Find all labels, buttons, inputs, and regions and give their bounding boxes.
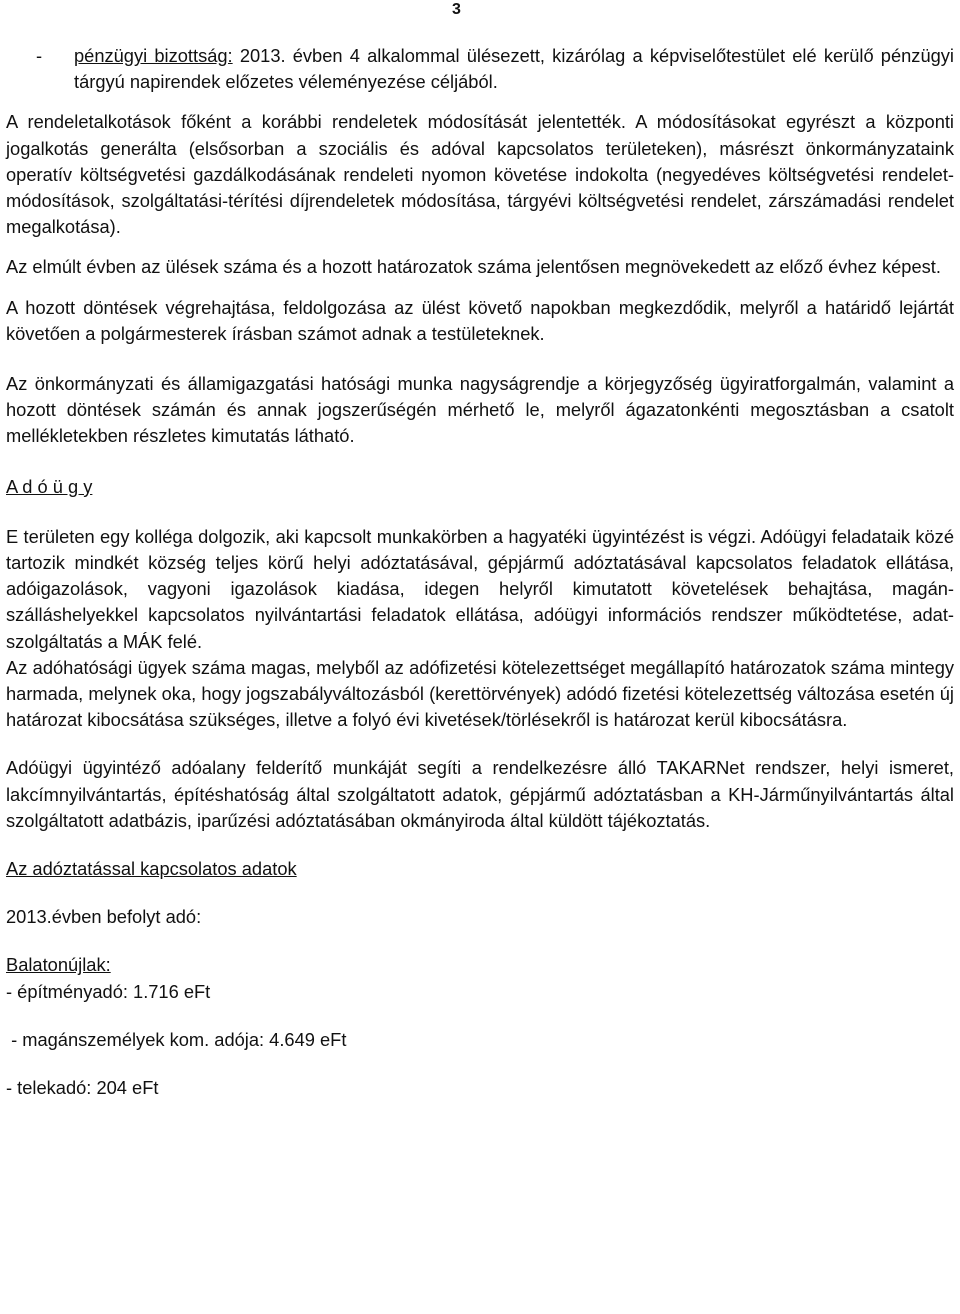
- tax-year-line: 2013.évben befolyt adó:: [6, 906, 202, 928]
- paragraph-ugyintezo-munka: Adóügyi ügyintéző adóalany felderítő munkáját segíti a rendelkezésre álló TAKARNet rendszer, helyi ismeret, lakcímnyilvántartás, építéshatóság által szolgáltatott adatok, gépjármű adóztatásban a KH-Járműnyilvántartás által szolgáltatott adatbázis, iparűzési adóztatásában okmányiroda által küldött tájékoztatás.: [6, 757, 954, 831]
- section-heading-adougy: A d ó ü g y: [6, 475, 93, 497]
- tax-item-kommunalis: - magánszemélyek kom. adója: 4.649 eFt: [6, 1028, 347, 1050]
- paragraph-adohatosagi-ugyek: Az adóhatósági ügyek száma magas, melyből az adófizetési kötelezettséget megállapító határozatok száma mintegy harmada, melynek oka, hogy jogszabályváltozásból (kerettörvények) adódó fizetési kötelezettség változása esetén új határozat kibocsátása szükséges, illetve a folyó évi kivetések/törlésekről is határozat kerül kibocsátásra.: [6, 656, 954, 731]
- page-number: 3: [452, 1, 461, 18]
- paragraph-adougy-feladatok: E területen egy kolléga dolgozik, aki kapcsolt munkakörben a hagyatéki ügyintézést is végzi. Adóügyi feladataik közé tartozik mindkét község teljes körű helyi adóztatásával, gépjármű adóztatásával kapcsolatos feladatok ellátása, adóigazolások, vagyoni igazolások kiadása, idegen helyről kimutatott követelések behajtása, magán-szálláshelyekkel kapcsolatos nyilvántartási feladatok ellátása, adóügyi információs rendszer működtetése, adat-szolgáltatás a MÁK felé.: [6, 525, 954, 652]
- section-heading-adoztatas: Az adóztatással kapcsolatos adatok: [6, 858, 297, 880]
- paragraph-rendeletalkotas: A rendeletalkotások főként a korábbi rendeletek módosítását jelentették. A módosításokat egyrészt a központi jogalkotás generálta (elsősorban a szociális és adóval kapcsolatos területeken), másrészt önkormányzataink operatív költségvetési gazdálkodásának rendeleti nyomon követése indokolta (negyedéves költségvetési rendelet-módosítások, szolgáltatási-térítési díjrendeletek módosítása, tárgyévi költségvetési rendelet, zárszámadási rendelet megalkotása).: [6, 111, 954, 238]
- paragraph-ulesek-szama: Az elmúlt évben az ülések száma és a hozott határozatok száma jelentősen megnövekedett az előző évhez képest.: [6, 256, 941, 278]
- paragraph-dontesek-vegrehajtasa: A hozott döntések végrehajtása, feldolgozása az ülést követő napokban megkezdődik, melyről a határidő lejártát követően a polgármesterek írásban számot adnak a testületeknek.: [6, 296, 954, 344]
- committee-name: pénzügyi bizottság:: [74, 45, 233, 66]
- committee-description: 2013. évben 4 alkalommal ülésezett, kizárólag a képviselőtestület elé kerülő pénzügyi tárgyú napirendek előzetes véleményezése céljából.: [74, 45, 954, 93]
- bullet-dash: -: [36, 45, 43, 66]
- committee-bullet: [36, 43, 954, 95]
- bullet-text: [74, 43, 954, 95]
- tax-item-epitmenyado: - építményadó: 1.716 eFt: [6, 980, 211, 1002]
- municipality-name: Balatonújlak:: [6, 954, 111, 976]
- paragraph-hatosagi-munka: Az önkormányzati és államigazgatási hatósági munka nagyságrendje a körjegyzőség ügyiratforgalmán, valamint a hozott döntések számán és annak jogszerűségén mérhető le, melyről ágazatonkénti megosztásban a csatolt mellékletekben részletes kimutatás látható.: [6, 373, 954, 447]
- document-body: [6, 43, 954, 1101]
- tax-item-telekado: - telekadó: 204 eFt: [6, 1077, 159, 1099]
